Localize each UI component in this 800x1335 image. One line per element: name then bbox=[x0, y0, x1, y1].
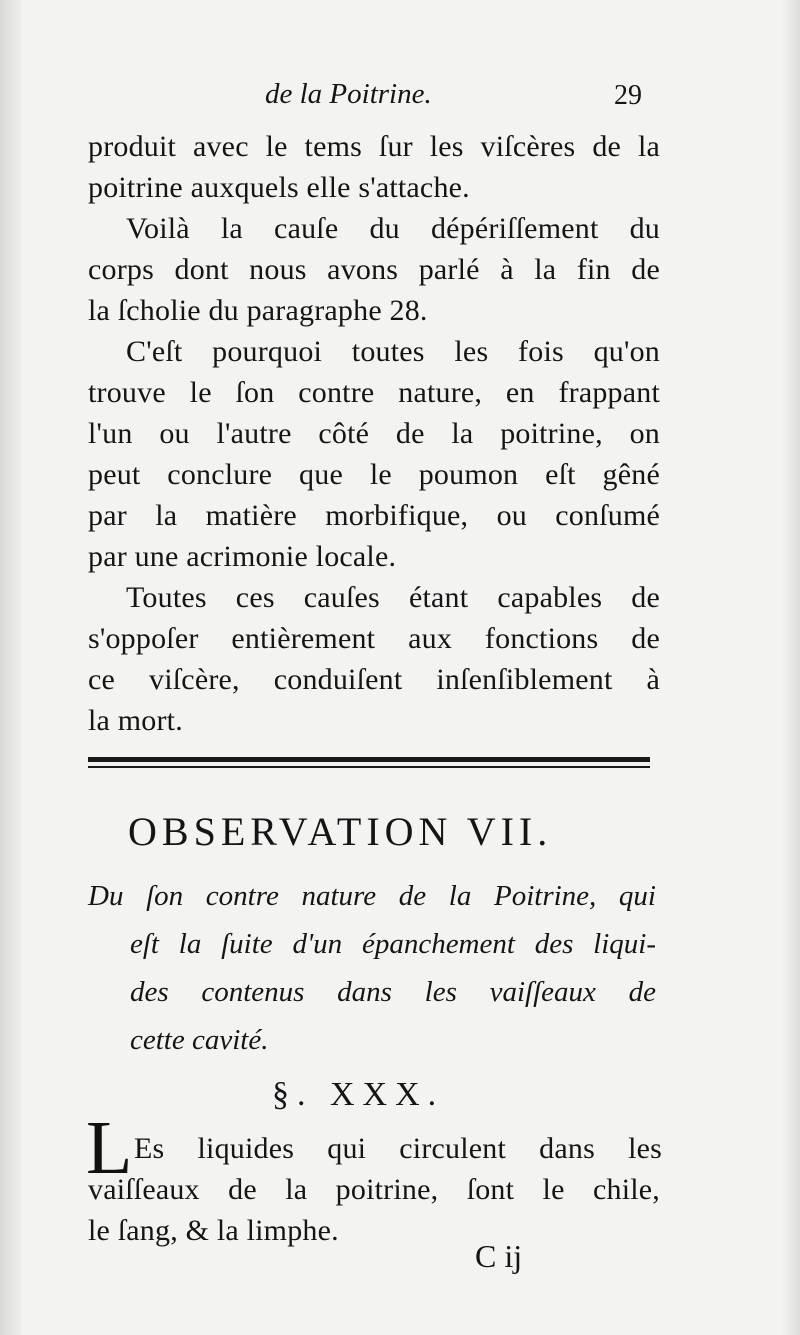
body-line-9: peut conclure que le poumon eſt gêné bbox=[88, 458, 660, 491]
section-heading: §. XXX. bbox=[272, 1076, 445, 1113]
observation-subtitle-line-2: eſt la ſuite d'un épanchement des liqui- bbox=[130, 928, 656, 960]
separator-rule-thick bbox=[88, 757, 650, 762]
page-edge-left bbox=[0, 0, 22, 1335]
body-line-1: produit avec le tems ſur les viſcères de la bbox=[88, 130, 660, 163]
body-line-5: la ſcholie du paragraphe 28. bbox=[88, 294, 428, 327]
separator-rule-thin bbox=[88, 766, 650, 768]
body-line-8: l'un ou l'autre côté de la poitrine, on bbox=[88, 417, 660, 450]
body-line-12: Toutes ces cauſes étant capables de bbox=[126, 581, 660, 614]
section-line-3: le ſang, & la limphe. bbox=[88, 1214, 339, 1247]
body-line-7: trouve le ſon contre nature, en frappant bbox=[88, 376, 660, 409]
observation-subtitle-line-1: Du ſon contre nature de la Poitrine, qui bbox=[88, 880, 656, 912]
drop-cap: L bbox=[86, 1106, 133, 1190]
body-line-14: ce viſcère, conduiſent inſenſiblement à bbox=[88, 663, 660, 696]
section-line-1: Es liquides qui circulent dans les bbox=[134, 1132, 662, 1165]
page-edge-right bbox=[782, 0, 800, 1335]
signature-mark: C ij bbox=[475, 1238, 523, 1274]
body-line-13: s'oppoſer entièrement aux fonctions de bbox=[88, 622, 660, 655]
page-number: 29 bbox=[614, 80, 642, 111]
observation-subtitle-line-4: cette cavité. bbox=[130, 1024, 269, 1056]
observation-subtitle-line-3: des contenus dans les vaiſſeaux de bbox=[130, 976, 656, 1008]
body-line-3: Voilà la cauſe du dépériſſement du bbox=[126, 212, 660, 245]
body-line-2: poitrine auxquels elle s'attache. bbox=[88, 171, 470, 204]
body-line-11: par une acrimonie locale. bbox=[88, 540, 397, 573]
observation-title: OBSERVATION VII. bbox=[128, 809, 553, 854]
body-line-4: corps dont nous avons parlé à la fin de bbox=[88, 253, 660, 286]
body-line-6: C'eſt pourquoi toutes les fois qu'on bbox=[126, 335, 660, 368]
section-line-2: vaiſſeaux de la poitrine, ſont le chile, bbox=[88, 1173, 660, 1206]
body-line-15: la mort. bbox=[88, 704, 183, 737]
body-line-10: par la matière morbifique, ou conſumé bbox=[88, 499, 660, 532]
running-head: de la Poitrine. bbox=[265, 78, 432, 110]
